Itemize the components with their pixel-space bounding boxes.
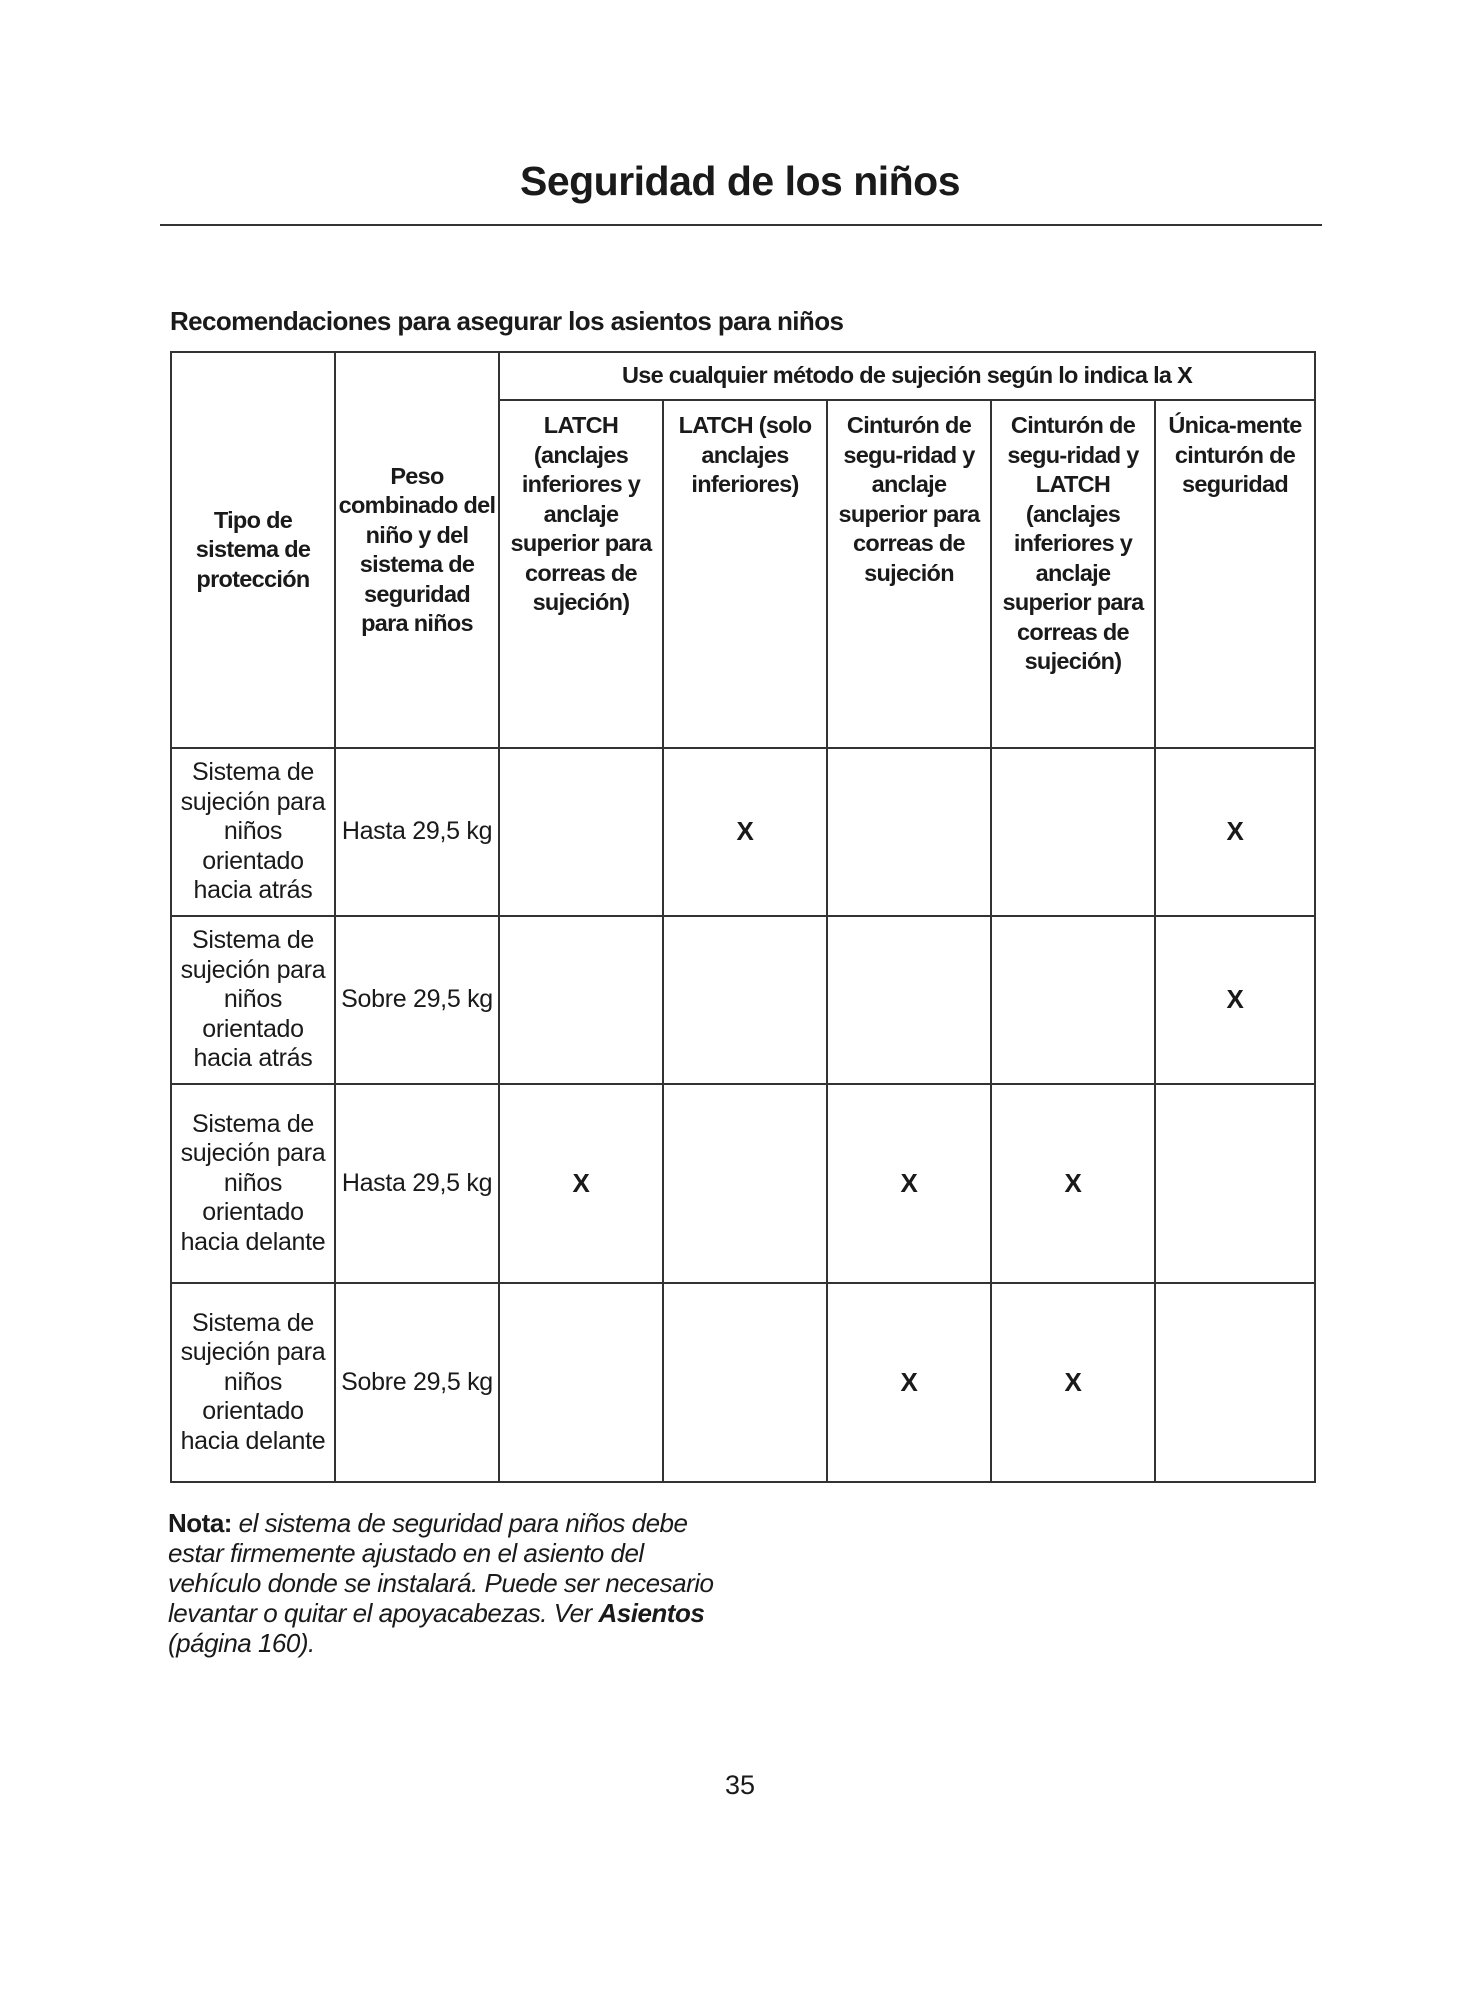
method-mark [1155,1084,1315,1283]
method-mark: X [991,1283,1155,1482]
method-mark [499,1283,663,1482]
title-divider [160,224,1322,226]
column-header-latch-lower: LATCH (solo anclajes inferiores) [663,400,827,748]
note-text: el sistema de seguridad para niños debe estar firmemente ajustado en el asiento del vehículo donde se instalará. Puede ser necesario levantar o quitar el apoyacabezas. Ver [168,1508,714,1628]
column-header-type: Tipo de sistema de protección [171,352,335,748]
note [168,1508,728,1658]
column-header-belt-latch: Cinturón de segu-ridad y LATCH (anclajes inferiores y anclaje superior para correas de sujeción) [991,400,1155,748]
weight: Hasta 29,5 kg [335,748,499,916]
method-mark: X [1155,916,1315,1084]
method-mark [827,748,991,916]
page-number: 35 [724,1770,756,1800]
method-mark [663,1283,827,1482]
method-mark [827,916,991,1084]
table-row [171,1283,1315,1482]
column-header-latch-full: LATCH (anclajes inferiores y anclaje superior para correas de sujeción) [499,400,663,748]
method-mark [991,748,1155,916]
table-title: Recomendaciones para asegurar los asientos para niños [170,306,844,336]
table-row [171,748,1315,916]
page-title: Seguridad de los niños [519,158,961,204]
column-header-belt-only: Única-mente cinturón de seguridad [1155,400,1315,748]
method-mark [663,916,827,1084]
note-label: Nota: [168,1508,232,1538]
table-row [171,1084,1315,1283]
method-mark: X [499,1084,663,1283]
method-mark [499,916,663,1084]
method-mark [499,748,663,916]
weight: Hasta 29,5 kg [335,1084,499,1283]
restraint-type: Sistema de sujeción para niños orientado hacia delante [171,1084,335,1283]
method-mark: X [827,1283,991,1482]
column-header-weight: Peso combinado del niño y del sistema de seguridad para niños [335,352,499,748]
method-mark: X [1155,748,1315,916]
table-row [171,916,1315,1084]
child-restraint-table [170,351,1316,1483]
restraint-type: Sistema de sujeción para niños orientado hacia delante [171,1283,335,1482]
method-mark: X [991,1084,1155,1283]
restraint-type: Sistema de sujeción para niños orientado hacia atrás [171,748,335,916]
restraint-type: Sistema de sujeción para niños orientado hacia atrás [171,916,335,1084]
note-suffix: (página 160). [168,1628,315,1658]
method-mark [991,916,1155,1084]
weight: Sobre 29,5 kg [335,1283,499,1482]
group-header: Use cualquier método de sujeción según lo indica la X [499,352,1315,400]
seats-link[interactable]: Asientos [598,1598,705,1628]
method-mark [1155,1283,1315,1482]
method-mark [663,1084,827,1283]
method-mark: X [827,1084,991,1283]
weight: Sobre 29,5 kg [335,916,499,1084]
column-header-belt-tether: Cinturón de segu-ridad y anclaje superior para correas de sujeción [827,400,991,748]
method-mark: X [663,748,827,916]
